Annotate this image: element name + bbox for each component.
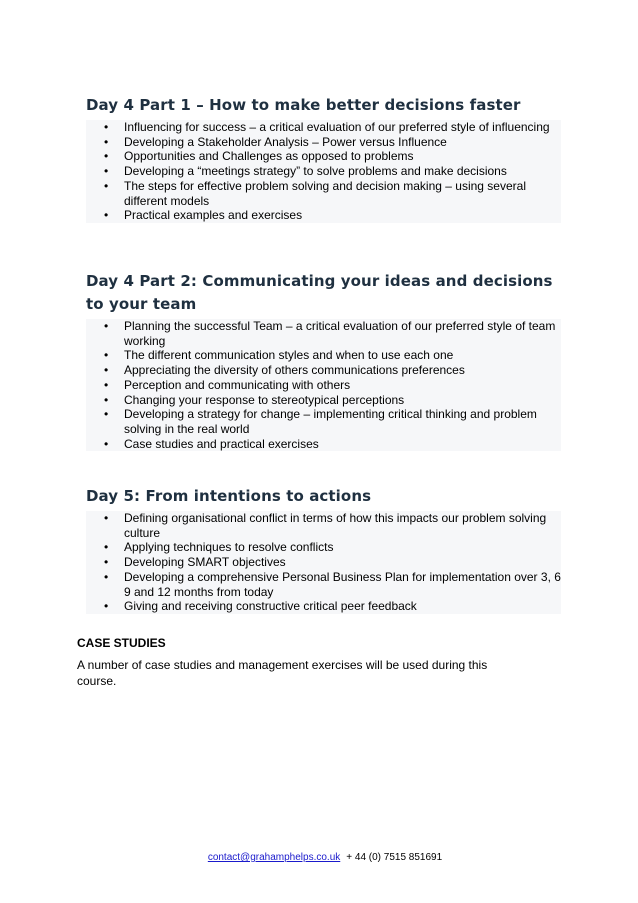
bullet-icon: • [104, 569, 109, 584]
list-item: • The steps for effective problem solving and decision making – using several different models [86, 179, 561, 208]
list-item: • Planning the successful Team – a critical evaluation of our preferred style of team working [86, 319, 561, 348]
list-item: • Applying techniques to resolve conflicts [86, 540, 561, 555]
bullet-icon: • [104, 436, 109, 451]
bullet-icon: • [104, 555, 109, 570]
list-item: • Practical examples and exercises [86, 208, 561, 223]
list-item: • Developing a strategy for change – implementing critical thinking and problem solving in the real world [86, 407, 561, 436]
list-item: • Developing a “meetings strategy” to solve problems and make decisions [86, 164, 561, 179]
bullet-list [86, 319, 561, 451]
list-item: • Opportunities and Challenges as opposed to problems [86, 149, 561, 164]
section-day4-part2 [86, 270, 561, 451]
list-item: • Perception and communicating with others [86, 378, 561, 393]
list-item: • Giving and receiving constructive critical peer feedback [86, 599, 561, 614]
bullet-icon: • [104, 392, 109, 407]
footer-phone: + 44 (0) 7515 851691 [346, 852, 443, 863]
bullet-icon: • [104, 208, 109, 223]
page-footer [0, 852, 638, 863]
bullet-icon: • [104, 120, 109, 134]
bullet-icon: • [104, 599, 109, 614]
bullet-icon: • [104, 377, 109, 392]
list-item: • Changing your response to stereotypical perceptions [86, 393, 561, 408]
list-item: • Defining organisational conflict in terms of how this impacts our problem solving culture [86, 511, 561, 540]
bullet-icon: • [104, 319, 109, 333]
case-studies-title: CASE STUDIES [77, 636, 166, 650]
bullet-icon: • [104, 134, 109, 149]
bullet-icon: • [104, 178, 109, 193]
bullet-list [86, 120, 561, 223]
list-item: • Case studies and practical exercises [86, 437, 561, 452]
list-item: • Influencing for success – a critical evaluation of our preferred style of influencing [86, 120, 561, 135]
bullet-list [86, 511, 561, 614]
list-item: • Developing a comprehensive Personal Business Plan for implementation over 3, 6 9 and 12 months from today [86, 570, 561, 599]
section-day5 [86, 485, 561, 614]
footer-email-link[interactable]: contact@grahamphelps.co.uk [207, 852, 341, 863]
list-item: • The different communication styles and when to use each one [86, 348, 561, 363]
case-studies-body: A number of case studies and management exercises will be used during this course. [77, 658, 488, 688]
section-heading: Day 4 Part 2: Communicating your ideas and decisions to your team [86, 272, 553, 313]
list-item: • Developing SMART objectives [86, 555, 561, 570]
section-heading: Day 5: From intentions to actions [86, 487, 372, 505]
bullet-icon: • [104, 407, 109, 422]
bullet-icon: • [104, 511, 109, 525]
bullet-icon: • [104, 540, 109, 555]
bullet-icon: • [104, 149, 109, 164]
list-item: • Appreciating the diversity of others communications preferences [86, 363, 561, 378]
bullet-icon: • [104, 363, 109, 378]
bullet-icon: • [104, 164, 109, 179]
section-heading: Day 4 Part 1 – How to make better decisions faster [86, 96, 521, 114]
list-item: • Developing a Stakeholder Analysis – Power versus Influence [86, 135, 561, 150]
section-day4-part1 [86, 94, 561, 223]
bullet-icon: • [104, 348, 109, 363]
